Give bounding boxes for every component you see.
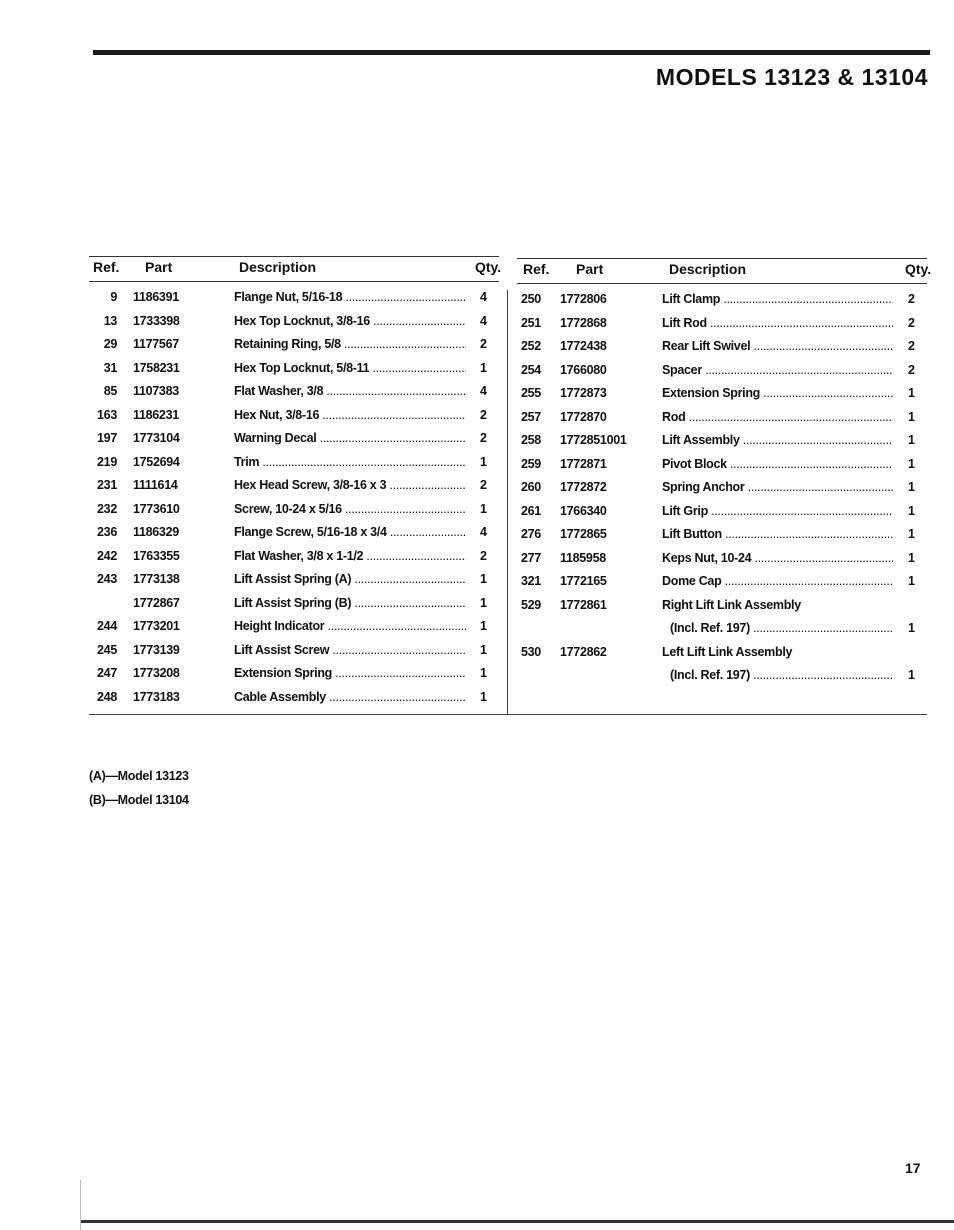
table-row: [517, 410, 927, 434]
ref-cell: 257: [521, 409, 541, 424]
part-number-cell: 1766340: [560, 503, 607, 518]
table-row: [517, 433, 927, 457]
ref-cell: 219: [97, 454, 117, 469]
ref-cell: 85: [103, 384, 117, 398]
description-cell: Lift Assembly .....: [662, 433, 893, 447]
description-cell: Keps Nut, 10-24 .....: [662, 551, 893, 565]
header-part: Part: [576, 261, 604, 277]
part-number-cell: 1186231: [133, 407, 179, 422]
ref-cell: 247: [97, 666, 117, 680]
part-number-cell: 1772861: [560, 597, 607, 612]
qty-cell: 1: [908, 503, 915, 518]
description-cell: Rear Lift Swivel .....: [662, 339, 893, 353]
ref-cell: 197: [97, 431, 117, 445]
part-number-cell: 1766080: [560, 362, 607, 377]
table-body: [517, 292, 927, 692]
description-cell: Hex Top Locknut, 5/8-11 .....: [234, 361, 466, 375]
table-header: [517, 258, 932, 284]
qty-cell: 4: [480, 290, 487, 304]
table-row: [89, 549, 499, 573]
ref-cell: 242: [97, 548, 117, 563]
qty-cell: 2: [908, 362, 915, 377]
description-cell: Lift Rod .....: [662, 316, 893, 330]
table-row: [89, 643, 499, 667]
ref-cell: 261: [521, 503, 541, 518]
table-row: [89, 572, 499, 596]
model-notes: [89, 764, 189, 812]
table-row: [517, 551, 927, 575]
table-row: [517, 363, 927, 387]
ref-cell: 277: [521, 550, 541, 565]
top-rule: [93, 50, 930, 55]
qty-cell: 4: [480, 525, 487, 539]
table-row: [89, 408, 499, 432]
ref-cell: 9: [110, 290, 117, 304]
part-number-cell: 1772438: [560, 339, 607, 353]
description-cell: Rod .....: [662, 410, 893, 424]
table-row: [517, 621, 927, 645]
table-bottom-rule: [89, 714, 927, 715]
qty-cell: 2: [480, 548, 487, 563]
description-cell: Height Indicator .....: [234, 619, 466, 633]
qty-cell: 2: [480, 337, 487, 351]
description-cell: Screw, 10-24 x 5/16 .....: [234, 502, 466, 516]
table-row: [89, 290, 499, 314]
qty-cell: 1: [480, 595, 487, 610]
header-qty: Qty.: [905, 261, 932, 277]
table-row: [517, 504, 927, 528]
column-divider: [507, 290, 508, 714]
part-number-cell: 1772865: [560, 527, 607, 541]
ref-cell: 243: [97, 572, 117, 586]
description-cell: (Incl. Ref. 197) .....: [670, 668, 893, 682]
ref-cell: 255: [521, 386, 541, 400]
qty-cell: 1: [908, 574, 915, 588]
qty-cell: 1: [908, 433, 915, 447]
part-number-cell: 1773201: [133, 619, 180, 633]
description-cell: Extension Spring .....: [234, 666, 466, 680]
part-number-cell: 1185958: [560, 550, 606, 565]
ref-cell: 251: [521, 315, 541, 330]
qty-cell: 4: [480, 313, 487, 328]
qty-cell: 1: [480, 619, 487, 633]
table-row: [517, 386, 927, 410]
part-number-cell: 1773138: [133, 572, 180, 586]
part-number-cell: 1772873: [560, 386, 607, 400]
description-cell: Warning Decal .....: [234, 431, 466, 445]
qty-cell: 1: [480, 689, 487, 704]
ref-cell: 529: [521, 597, 541, 612]
description-cell: Left Lift Link Assembly: [662, 644, 793, 659]
table-body: [89, 290, 499, 713]
table-row: [517, 527, 927, 551]
parts-table-right: [517, 258, 932, 692]
qty-cell: 1: [908, 409, 915, 424]
ref-cell: 31: [103, 360, 117, 375]
qty-cell: 1: [908, 456, 915, 471]
description-cell: Lift Clamp .....: [662, 292, 893, 306]
margin-mark: [80, 1180, 81, 1230]
part-number-cell: 1772851001: [560, 433, 627, 447]
description-cell: Lift Button .....: [662, 527, 893, 541]
ref-cell: 254: [521, 362, 541, 377]
part-number-cell: 1111614: [133, 478, 178, 492]
table-row: [517, 480, 927, 504]
description-cell: Flat Washer, 3/8 .....: [234, 384, 466, 398]
ref-cell: 258: [521, 433, 541, 447]
table-row: [89, 502, 499, 526]
page-number: 17: [905, 1160, 921, 1176]
header-part: Part: [145, 259, 173, 275]
part-number-cell: 1773104: [133, 431, 180, 445]
table-row: [517, 316, 927, 340]
table-row: [89, 690, 499, 714]
part-number-cell: 1772872: [560, 480, 607, 494]
qty-cell: 1: [480, 501, 487, 516]
description-cell: Spacer .....: [662, 363, 893, 377]
table-row: [89, 314, 499, 338]
ref-cell: 250: [521, 292, 541, 306]
ref-cell: 236: [97, 525, 117, 539]
description-cell: Flange Screw, 5/16-18 x 3/4 .....: [234, 525, 466, 539]
qty-cell: 1: [480, 454, 487, 469]
header-ref: Ref.: [523, 261, 550, 277]
part-number-cell: 1758231: [133, 360, 180, 375]
description-cell: Hex Top Locknut, 3/8-16 .....: [234, 314, 466, 328]
part-number-cell: 1177567: [133, 337, 179, 351]
ref-cell: 231: [97, 478, 117, 492]
table-row: [89, 596, 499, 620]
ref-cell: 252: [521, 339, 541, 353]
description-cell: Pivot Block .....: [662, 457, 893, 471]
ref-cell: 232: [97, 501, 117, 516]
qty-cell: 1: [480, 572, 487, 586]
qty-cell: 2: [908, 339, 915, 353]
part-number-cell: 1773183: [133, 689, 180, 704]
part-number-cell: 1107383: [133, 384, 179, 398]
ref-cell: 245: [97, 642, 117, 657]
table-row: [89, 619, 499, 643]
qty-cell: 1: [908, 668, 915, 682]
part-number-cell: 1186391: [133, 290, 179, 304]
description-cell: Right Lift Link Assembly: [662, 597, 801, 612]
description-cell: Retaining Ring, 5/8 .....: [234, 337, 466, 351]
table-row: [89, 337, 499, 361]
qty-cell: 1: [908, 386, 915, 400]
part-number-cell: 1772862: [560, 644, 607, 659]
part-number-cell: 1773208: [133, 666, 180, 680]
ref-cell: 163: [97, 407, 117, 422]
part-number-cell: 1772868: [560, 315, 607, 330]
description-cell: Flat Washer, 3/8 x 1-1/2 .....: [234, 549, 466, 563]
part-number-cell: 1733398: [133, 313, 180, 328]
description-cell: Hex Head Screw, 3/8-16 x 3 .....: [234, 478, 466, 492]
qty-cell: 2: [908, 292, 915, 306]
table-row: [517, 292, 927, 316]
table-row: [89, 525, 499, 549]
note-model-a: (A)—Model 13123: [89, 769, 189, 783]
qty-cell: 1: [480, 666, 487, 680]
note-model-b: (B)—Model 13104: [89, 793, 189, 807]
part-number-cell: 1772871: [560, 456, 607, 471]
part-number-cell: 1773610: [133, 501, 180, 516]
description-cell: Hex Nut, 3/8-16 .....: [234, 408, 466, 422]
qty-cell: 2: [908, 315, 915, 330]
part-number-cell: 1763355: [133, 548, 180, 563]
qty-cell: 2: [480, 407, 487, 422]
footer-rule: [80, 1220, 954, 1223]
table-row: [517, 598, 927, 622]
part-number-cell: 1773139: [133, 642, 180, 657]
description-cell: Flange Nut, 5/16-18 .....: [234, 290, 466, 304]
table-row: [517, 645, 927, 669]
description-cell: Lift Assist Spring (A) .....: [234, 572, 466, 586]
ref-cell: 29: [103, 337, 117, 351]
description-cell: Lift Assist Screw .....: [234, 643, 466, 657]
qty-cell: 2: [480, 431, 487, 445]
table-row: [89, 478, 499, 502]
part-number-cell: 1772806: [560, 292, 607, 306]
qty-cell: 2: [480, 478, 487, 492]
ref-cell: 259: [521, 456, 541, 471]
description-cell: Extension Spring .....: [662, 386, 893, 400]
header-description: Description: [669, 261, 747, 277]
table-row: [517, 574, 927, 598]
header-qty: Qty.: [475, 259, 502, 275]
header-description: Description: [239, 259, 317, 275]
ref-cell: 260: [521, 480, 541, 494]
qty-cell: 1: [480, 360, 487, 375]
description-cell: Trim .....: [234, 455, 466, 469]
description-cell: Lift Assist Spring (B) .....: [234, 596, 466, 610]
table-row: [89, 384, 499, 408]
header-ref: Ref.: [93, 259, 120, 275]
qty-cell: 1: [908, 480, 915, 494]
ref-cell: 13: [103, 313, 117, 328]
ref-cell: 321: [521, 574, 541, 588]
part-number-cell: 1186329: [133, 525, 179, 539]
table-row: [517, 668, 927, 692]
description-cell: (Incl. Ref. 197) .....: [670, 621, 893, 635]
table-row: [89, 455, 499, 479]
description-cell: Spring Anchor .....: [662, 480, 893, 494]
qty-cell: 1: [908, 550, 915, 565]
description-cell: Cable Assembly .....: [234, 690, 466, 704]
page-title: MODELS 13123 & 13104: [655, 64, 928, 90]
ref-cell: 276: [521, 527, 541, 541]
part-number-cell: 1772867: [133, 595, 180, 610]
part-number-cell: 1752694: [133, 454, 180, 469]
table-header: [89, 256, 502, 282]
parts-table-left: [89, 256, 502, 713]
description-cell: Dome Cap .....: [662, 574, 893, 588]
qty-cell: 4: [480, 384, 487, 398]
ref-cell: 248: [97, 689, 117, 704]
qty-cell: 1: [480, 642, 487, 657]
table-row: [89, 431, 499, 455]
ref-cell: 244: [97, 619, 117, 633]
table-row: [89, 666, 499, 690]
description-cell: Lift Grip .....: [662, 504, 893, 518]
part-number-cell: 1772870: [560, 409, 607, 424]
part-number-cell: 1772165: [560, 574, 607, 588]
qty-cell: 1: [908, 621, 915, 635]
table-row: [517, 457, 927, 481]
table-row: [89, 361, 499, 385]
qty-cell: 1: [908, 527, 915, 541]
ref-cell: 530: [521, 644, 541, 659]
table-row: [517, 339, 927, 363]
